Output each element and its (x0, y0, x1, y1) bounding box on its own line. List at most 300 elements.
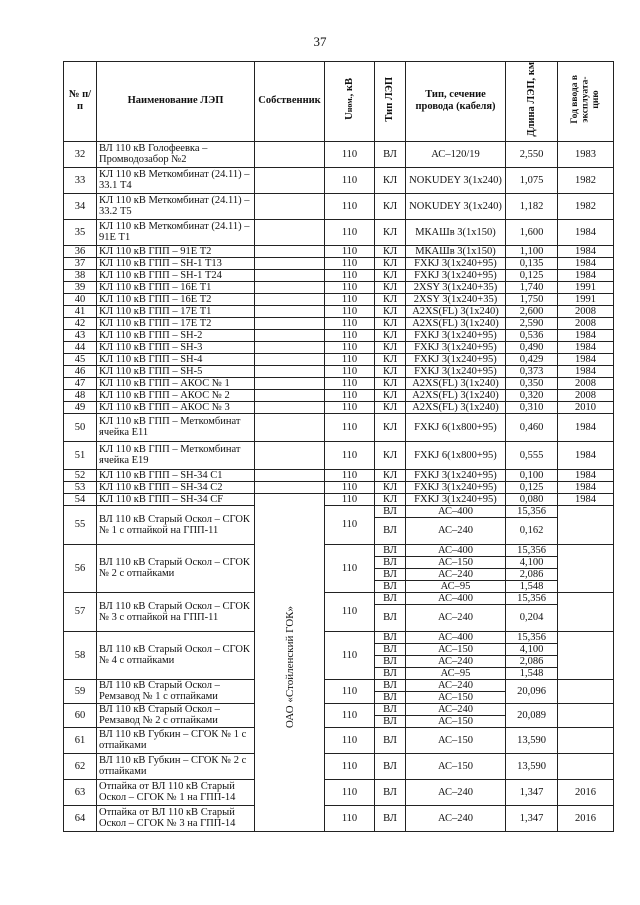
wire-cell: МКАШв 3(1x150) (406, 219, 506, 245)
line-type-cell: КЛ (375, 219, 406, 245)
year-cell (558, 631, 614, 679)
year-cell: 1984 (558, 441, 614, 469)
voltage-cell: 110 (325, 727, 375, 753)
owner-cell (255, 353, 325, 365)
line-type-cell: КЛ (375, 365, 406, 377)
line-type-cell: ВЛ (375, 779, 406, 805)
length-cell: 0,125 (506, 269, 558, 281)
line-type-cell: КЛ (375, 413, 406, 441)
line-name: КЛ 110 кВ ГПП – Меткомбинат ячейка Е11 (97, 413, 255, 441)
line-name: ВЛ 110 кВ Старый Оскол – Ремзавод № 1 с отпайками (97, 679, 255, 703)
voltage-cell: 110 (325, 341, 375, 353)
wire-cell: МКАШв 3(1x150) (406, 245, 506, 257)
owner-cell (255, 377, 325, 389)
year-cell: 1984 (558, 469, 614, 481)
length-cell: 2,590 (506, 317, 558, 329)
line-type-cell: ВЛ (375, 727, 406, 753)
wire-cell: FXKJ 3(1x240+95) (406, 341, 506, 353)
line-name: КЛ 110 кВ Меткомбинат (24.11) – 33.1 Т4 (97, 167, 255, 193)
voltage-cell: 110 (325, 257, 375, 269)
length-cell: 15,356 (506, 544, 558, 556)
line-name: КЛ 110 кВ ГПП – АКОС № 3 (97, 401, 255, 413)
line-name: КЛ 110 кВ ГПП – 17Е Т1 (97, 305, 255, 317)
header-name: Наименование ЛЭП (97, 62, 255, 142)
wire-cell: АС–240 (406, 679, 506, 691)
line-type-cell: КЛ (375, 441, 406, 469)
year-cell: 2016 (558, 805, 614, 831)
voltage-cell: 110 (325, 441, 375, 469)
wire-cell: A2XS(FL) 3(1x240) (406, 389, 506, 401)
length-cell: 0,162 (506, 517, 558, 544)
line-name: КЛ 110 кВ ГПП – 91Е Т2 (97, 245, 255, 257)
line-type-cell: ВЛ (375, 667, 406, 679)
voltage-cell: 110 (325, 293, 375, 305)
table-row (64, 493, 614, 505)
line-type-cell: КЛ (375, 389, 406, 401)
length-cell: 1,075 (506, 167, 558, 193)
owner-cell (255, 413, 325, 441)
line-type-cell: КЛ (375, 481, 406, 493)
line-name: ВЛ 110 кВ Старый Оскол – Ремзавод № 2 с отпайками (97, 703, 255, 727)
line-name: КЛ 110 кВ ГПП – SH-1 Т24 (97, 269, 255, 281)
length-cell: 1,548 (506, 667, 558, 679)
line-name: КЛ 110 кВ Меткомбинат (24.11) – 91Е Т1 (97, 219, 255, 245)
table-row (64, 341, 614, 353)
voltage-cell: 110 (325, 679, 375, 703)
owner-cell (255, 493, 325, 505)
row-number: 32 (64, 141, 97, 167)
length-cell: 0,536 (506, 329, 558, 341)
table-row (64, 365, 614, 377)
year-cell: 2008 (558, 305, 614, 317)
line-name: ВЛ 110 кВ Старый Оскол – СГОК № 1 с отпайкой на ГПП-11 (97, 505, 255, 544)
owner-cell (255, 505, 325, 831)
line-name: ВЛ 110 кВ Старый Оскол – СГОК № 4 с отпайками (97, 631, 255, 679)
length-cell: 2,600 (506, 305, 558, 317)
line-type-cell: ВЛ (375, 643, 406, 655)
year-cell: 2010 (558, 401, 614, 413)
length-cell: 1,548 (506, 580, 558, 592)
table-row (64, 257, 614, 269)
year-cell: 1984 (558, 365, 614, 377)
year-cell: 1984 (558, 245, 614, 257)
table-row (64, 481, 614, 493)
row-number: 63 (64, 779, 97, 805)
line-type-cell: КЛ (375, 329, 406, 341)
voltage-cell: 110 (325, 469, 375, 481)
table-row (64, 245, 614, 257)
year-cell: 1982 (558, 167, 614, 193)
length-cell: 20,096 (506, 679, 558, 703)
table-row (64, 317, 614, 329)
wire-cell: АС–240 (406, 604, 506, 631)
voltage-cell: 110 (325, 193, 375, 219)
wire-cell: FXKJ 3(1x240+95) (406, 469, 506, 481)
row-number: 52 (64, 469, 97, 481)
line-type-cell: ВЛ (375, 505, 406, 517)
line-name: ВЛ 110 кВ Старый Оскол – СГОК № 2 с отпайками (97, 544, 255, 592)
row-number: 37 (64, 257, 97, 269)
line-type-cell: КЛ (375, 469, 406, 481)
header-voltage-main: U (343, 112, 355, 121)
voltage-cell: 110 (325, 493, 375, 505)
line-type-cell: ВЛ (375, 805, 406, 831)
length-cell: 0,100 (506, 469, 558, 481)
year-cell: 1982 (558, 193, 614, 219)
voltage-cell: 110 (325, 505, 375, 544)
wire-cell: FXKJ 3(1x240+95) (406, 257, 506, 269)
line-name: ВЛ 110 кВ Старый Оскол – СГОК № 3 с отпайкой на ГПП-11 (97, 592, 255, 631)
row-number: 59 (64, 679, 97, 703)
line-type-cell: КЛ (375, 401, 406, 413)
line-type-cell: ВЛ (375, 703, 406, 715)
wire-cell: АС–400 (406, 544, 506, 556)
line-type-cell: ВЛ (375, 580, 406, 592)
row-number: 48 (64, 389, 97, 401)
voltage-cell: 110 (325, 413, 375, 441)
wire-cell: АС–240 (406, 568, 506, 580)
row-number: 36 (64, 245, 97, 257)
owner-cell (255, 269, 325, 281)
voltage-cell: 110 (325, 167, 375, 193)
length-cell: 4,100 (506, 556, 558, 568)
line-type-cell: КЛ (375, 353, 406, 365)
year-cell (558, 505, 614, 544)
line-type-cell: ВЛ (375, 517, 406, 544)
year-cell: 1984 (558, 341, 614, 353)
row-number: 62 (64, 753, 97, 779)
voltage-cell: 110 (325, 631, 375, 679)
table-row (64, 401, 614, 413)
line-type-cell: КЛ (375, 293, 406, 305)
year-cell: 2016 (558, 779, 614, 805)
year-cell: 1991 (558, 281, 614, 293)
line-type-cell: КЛ (375, 341, 406, 353)
row-number: 40 (64, 293, 97, 305)
table-row (64, 727, 614, 753)
length-cell: 2,086 (506, 568, 558, 580)
length-cell: 0,080 (506, 493, 558, 505)
row-number: 47 (64, 377, 97, 389)
power-lines-table (63, 61, 614, 832)
length-cell: 0,460 (506, 413, 558, 441)
voltage-cell: 110 (325, 245, 375, 257)
voltage-cell: 110 (325, 805, 375, 831)
header-year-l1: Год ввода в (569, 75, 580, 124)
wire-cell: АС–400 (406, 592, 506, 604)
wire-cell: АС–240 (406, 779, 506, 805)
year-cell: 2008 (558, 317, 614, 329)
row-number: 44 (64, 341, 97, 353)
year-cell: 1984 (558, 219, 614, 245)
line-name: Отпайка от ВЛ 110 кВ Старый Оскол – СГОК № 1 на ГПП-14 (97, 779, 255, 805)
table-row (64, 779, 614, 805)
table-row (64, 269, 614, 281)
line-type-cell: ВЛ (375, 715, 406, 727)
owner-cell (255, 481, 325, 493)
row-number: 43 (64, 329, 97, 341)
wire-cell: АС–150 (406, 643, 506, 655)
voltage-cell: 110 (325, 141, 375, 167)
line-type-cell: ВЛ (375, 568, 406, 580)
wire-cell: АС–400 (406, 505, 506, 517)
header-year-l2: эксплуата- (580, 76, 591, 123)
year-cell: 1984 (558, 353, 614, 365)
length-cell: 1,740 (506, 281, 558, 293)
line-type-cell: ВЛ (375, 544, 406, 556)
owner-cell (255, 293, 325, 305)
length-cell: 0,310 (506, 401, 558, 413)
line-name: ВЛ 110 кВ Губкин – СГОК № 2 с отпайками (97, 753, 255, 779)
row-number: 46 (64, 365, 97, 377)
table-row (64, 413, 614, 441)
line-type-cell: КЛ (375, 281, 406, 293)
row-number: 54 (64, 493, 97, 505)
wire-cell: A2XS(FL) 3(1x240) (406, 317, 506, 329)
wire-cell: FXKJ 3(1x240+95) (406, 269, 506, 281)
row-number: 34 (64, 193, 97, 219)
year-cell (558, 592, 614, 631)
table-row (64, 141, 614, 167)
year-cell: 1984 (558, 481, 614, 493)
year-cell (558, 544, 614, 592)
row-number: 58 (64, 631, 97, 679)
row-number: 33 (64, 167, 97, 193)
line-name: КЛ 110 кВ ГПП – SH-1 Т13 (97, 257, 255, 269)
line-name: КЛ 110 кВ ГПП – АКОС № 1 (97, 377, 255, 389)
year-cell: 1984 (558, 257, 614, 269)
wire-cell: FXKJ 3(1x240+95) (406, 353, 506, 365)
wire-cell: АС–150 (406, 715, 506, 727)
line-type-cell: КЛ (375, 493, 406, 505)
row-number: 61 (64, 727, 97, 753)
line-name: КЛ 110 кВ Меткомбинат (24.11) – 33.2 Т5 (97, 193, 255, 219)
header-wire: Тип, сечение провода (кабеля) (406, 62, 506, 142)
row-number: 35 (64, 219, 97, 245)
table-row (64, 281, 614, 293)
length-cell: 13,590 (506, 727, 558, 753)
line-type-cell: КЛ (375, 167, 406, 193)
voltage-cell: 110 (325, 544, 375, 592)
table-row (64, 703, 614, 715)
header-year-l3: цию (590, 90, 601, 109)
header-owner: Собственник (255, 62, 325, 142)
length-cell: 1,182 (506, 193, 558, 219)
length-cell: 2,550 (506, 141, 558, 167)
row-number: 49 (64, 401, 97, 413)
owner-cell (255, 141, 325, 167)
line-name: КЛ 110 кВ ГПП – Меткомбинат ячейка Е19 (97, 441, 255, 469)
table-row (64, 679, 614, 691)
wire-cell: АС–240 (406, 703, 506, 715)
table-header-row (64, 62, 614, 142)
wire-cell: 2XSY 3(1x240+35) (406, 293, 506, 305)
table-row (64, 753, 614, 779)
table-row (64, 544, 614, 556)
voltage-cell: 110 (325, 317, 375, 329)
line-name: КЛ 110 кВ ГПП – SH-3 (97, 341, 255, 353)
owner-cell (255, 281, 325, 293)
wire-cell: АС–150 (406, 753, 506, 779)
line-type-cell: КЛ (375, 193, 406, 219)
line-type-cell: КЛ (375, 257, 406, 269)
row-number: 39 (64, 281, 97, 293)
voltage-cell: 110 (325, 281, 375, 293)
wire-cell: NOKUDEY 3(1x240) (406, 167, 506, 193)
length-cell: 2,086 (506, 655, 558, 667)
page-number: 37 (313, 34, 327, 49)
voltage-cell: 110 (325, 305, 375, 317)
row-number: 50 (64, 413, 97, 441)
row-number: 42 (64, 317, 97, 329)
header-length-text: Длина ЛЭП, км (525, 62, 537, 137)
owner-cell (255, 317, 325, 329)
length-cell: 1,750 (506, 293, 558, 305)
length-cell: 1,347 (506, 805, 558, 831)
line-type-cell: ВЛ (375, 691, 406, 703)
line-type-cell: КЛ (375, 317, 406, 329)
wire-cell: FXKJ 6(1x800+95) (406, 441, 506, 469)
wire-cell: 2XSY 3(1x240+35) (406, 281, 506, 293)
wire-cell: A2XS(FL) 3(1x240) (406, 377, 506, 389)
owner-cell (255, 401, 325, 413)
length-cell: 0,204 (506, 604, 558, 631)
length-cell: 0,429 (506, 353, 558, 365)
year-cell: 2008 (558, 377, 614, 389)
line-name: ВЛ 110 кВ Губкин – СГОК № 1 с отпайками (97, 727, 255, 753)
length-cell: 20,089 (506, 703, 558, 727)
wire-cell: АС–240 (406, 517, 506, 544)
length-cell: 15,356 (506, 505, 558, 517)
year-cell: 1991 (558, 293, 614, 305)
row-number: 55 (64, 505, 97, 544)
line-type-cell: КЛ (375, 245, 406, 257)
wire-cell: АС–240 (406, 655, 506, 667)
owner-cell (255, 329, 325, 341)
header-voltage-sub: ном. (344, 96, 354, 113)
length-cell: 1,100 (506, 245, 558, 257)
voltage-cell: 110 (325, 329, 375, 341)
header-line-type-text: Тип ЛЭП (384, 77, 396, 122)
table-row (64, 167, 614, 193)
wire-cell: АС–150 (406, 691, 506, 703)
table-row (64, 353, 614, 365)
voltage-cell: 110 (325, 481, 375, 493)
table-row (64, 592, 614, 604)
length-cell: 0,320 (506, 389, 558, 401)
length-cell: 0,125 (506, 481, 558, 493)
owner-cell (255, 193, 325, 219)
year-cell: 1984 (558, 329, 614, 341)
length-cell: 0,373 (506, 365, 558, 377)
owner-cell (255, 341, 325, 353)
line-type-cell: КЛ (375, 305, 406, 317)
line-name: КЛ 110 кВ ГПП – SH-34 С2 (97, 481, 255, 493)
line-name: КЛ 110 кВ ГПП – 17Е Т2 (97, 317, 255, 329)
line-type-cell: ВЛ (375, 604, 406, 631)
owner-label: ОАО «Стойленский ГОК» (283, 605, 296, 728)
table-row (64, 377, 614, 389)
owner-cell (255, 469, 325, 481)
line-name: КЛ 110 кВ ГПП – SH-5 (97, 365, 255, 377)
header-length (506, 62, 558, 142)
owner-cell (255, 441, 325, 469)
voltage-cell: 110 (325, 401, 375, 413)
line-name: КЛ 110 кВ ГПП – SH-4 (97, 353, 255, 365)
year-cell (558, 727, 614, 753)
length-cell: 15,356 (506, 631, 558, 643)
wire-cell: FXKJ 3(1x240+95) (406, 481, 506, 493)
table-row (64, 505, 614, 517)
wire-cell: NOKUDEY 3(1x240) (406, 193, 506, 219)
row-number: 41 (64, 305, 97, 317)
table-row (64, 805, 614, 831)
line-type-cell: ВЛ (375, 556, 406, 568)
voltage-cell: 110 (325, 389, 375, 401)
line-type-cell: КЛ (375, 377, 406, 389)
length-cell: 1,600 (506, 219, 558, 245)
voltage-cell: 110 (325, 592, 375, 631)
row-number: 57 (64, 592, 97, 631)
owner-cell (255, 257, 325, 269)
line-name: Отпайка от ВЛ 110 кВ Старый Оскол – СГОК № 3 на ГПП-14 (97, 805, 255, 831)
year-cell: 1984 (558, 269, 614, 281)
year-cell (558, 753, 614, 779)
wire-cell: АС–95 (406, 580, 506, 592)
line-type-cell: ВЛ (375, 141, 406, 167)
length-cell: 0,135 (506, 257, 558, 269)
table-row (64, 219, 614, 245)
wire-cell: A2XS(FL) 3(1x240) (406, 305, 506, 317)
length-cell: 0,490 (506, 341, 558, 353)
year-cell (558, 679, 614, 703)
wire-cell: АС–400 (406, 631, 506, 643)
row-number: 45 (64, 353, 97, 365)
table-row (64, 305, 614, 317)
table-row (64, 293, 614, 305)
year-cell: 2008 (558, 389, 614, 401)
voltage-cell: 110 (325, 219, 375, 245)
row-number: 60 (64, 703, 97, 727)
row-number: 38 (64, 269, 97, 281)
length-cell: 1,347 (506, 779, 558, 805)
table-row (64, 329, 614, 341)
header-year (558, 62, 614, 142)
length-cell: 0,350 (506, 377, 558, 389)
voltage-cell: 110 (325, 353, 375, 365)
length-cell: 0,555 (506, 441, 558, 469)
line-name: КЛ 110 кВ ГПП – SH-34 С1 (97, 469, 255, 481)
wire-cell: FXKJ 6(1x800+95) (406, 413, 506, 441)
length-cell: 13,590 (506, 753, 558, 779)
line-name: КЛ 110 кВ ГПП – 16Е Т2 (97, 293, 255, 305)
table-row (64, 469, 614, 481)
owner-cell (255, 219, 325, 245)
header-line-type (375, 62, 406, 142)
line-name: КЛ 110 кВ ГПП – АКОС № 2 (97, 389, 255, 401)
line-type-cell: ВЛ (375, 631, 406, 643)
wire-cell: АС–240 (406, 805, 506, 831)
line-name: КЛ 110 кВ ГПП – SH-2 (97, 329, 255, 341)
header-voltage (325, 62, 375, 142)
year-cell: 1984 (558, 413, 614, 441)
owner-cell (255, 365, 325, 377)
wire-cell: АС–120/19 (406, 141, 506, 167)
year-cell: 1984 (558, 493, 614, 505)
line-name: КЛ 110 кВ ГПП – 16Е Т1 (97, 281, 255, 293)
line-name: ВЛ 110 кВ Голофеевка – Промводозабор №2 (97, 141, 255, 167)
wire-cell: FXKJ 3(1x240+95) (406, 329, 506, 341)
